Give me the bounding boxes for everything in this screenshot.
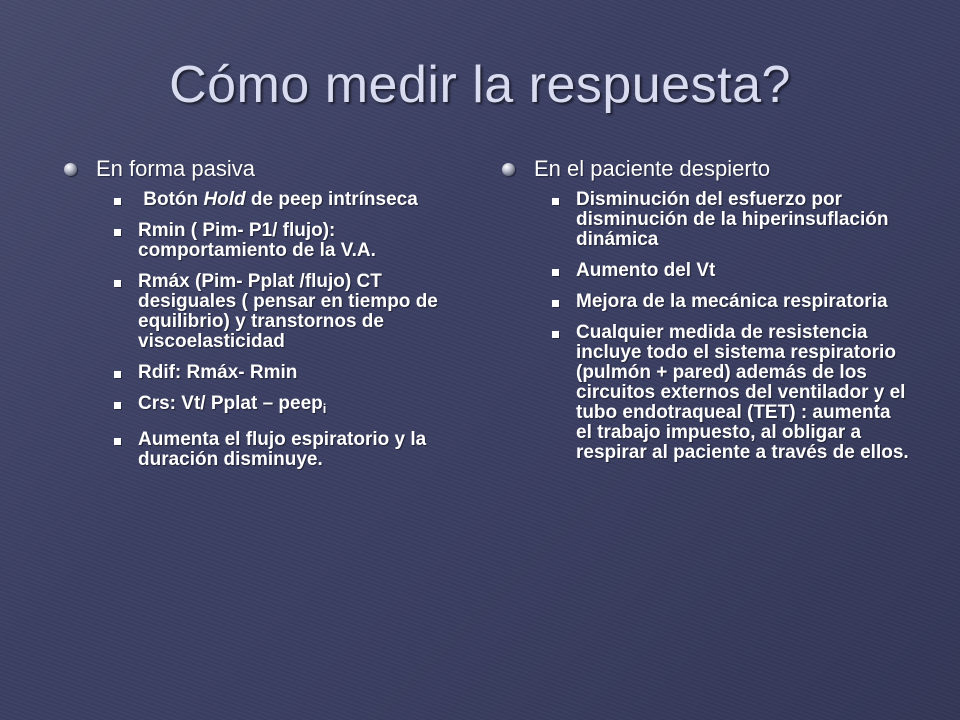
list-item-text: Aumenta el flujo espiratorio y la duración disminuye. (138, 429, 427, 470)
list-item (62, 363, 467, 383)
list-item-text: Cualquier medida de resistencia incluye todo el sistema respiratorio (pulmón + pared) además de los circuitos externos del ventilador y el tubo endotraqueal (TET) : aumenta el trabajo impuesto, al obligar a respirar al paciente a través de ellos. (576, 322, 909, 463)
list-item (62, 430, 467, 470)
list-item (62, 272, 467, 352)
right-heading (500, 156, 910, 182)
list-item-text: Crs: Vt/ Pplat – peep (138, 393, 323, 414)
list-item-text-pre: Botón (138, 189, 204, 210)
square-bullet-icon (552, 331, 559, 338)
list-item (500, 190, 910, 250)
square-bullet-icon (552, 198, 559, 205)
left-heading (62, 156, 467, 182)
sphere-bullet-icon (64, 163, 77, 176)
square-bullet-icon (114, 371, 121, 378)
sphere-bullet-icon (502, 163, 515, 176)
list-item (500, 323, 910, 463)
left-bullet-list (62, 190, 467, 470)
square-bullet-icon (114, 198, 121, 205)
slide-title: Cómo medir la respuesta? (169, 56, 791, 114)
square-bullet-icon (114, 280, 121, 287)
list-item-text-post: de peep intrínseca (245, 189, 418, 210)
list-item (500, 261, 910, 281)
left-column (62, 156, 467, 481)
list-item-text: Rmin ( Pim- P1/ flujo): comportamiento de la V.A. (138, 220, 376, 261)
list-item (500, 292, 910, 312)
list-item-text-em: Hold (203, 189, 246, 210)
square-bullet-icon (114, 229, 121, 236)
square-bullet-icon (552, 269, 559, 276)
right-bullet-list (500, 190, 910, 463)
square-bullet-icon (114, 438, 121, 445)
list-item-subscript: i (322, 401, 327, 416)
list-item-text: Rmáx (Pim- Pplat /flujo) CT desiguales ( pensar en tiempo de equilibrio) y transtornos de viscoelasticidad (138, 271, 438, 352)
list-item-text: Rdif: Rmáx- Rmin (138, 362, 298, 383)
right-column (500, 156, 910, 474)
list-item (62, 190, 467, 210)
list-item-text: Mejora de la mecánica respiratoria (576, 291, 888, 312)
square-bullet-icon (114, 402, 121, 409)
right-heading-text: En el paciente despierto (534, 156, 771, 181)
list-item-text: Aumento del Vt (576, 260, 716, 281)
left-heading-text: En forma pasiva (96, 156, 255, 181)
square-bullet-icon (552, 300, 559, 307)
list-item-text: Disminución del esfuerzo por disminución de la hiperinsuflación dinámica (576, 189, 889, 250)
list-item (62, 221, 467, 261)
list-item (62, 394, 467, 419)
